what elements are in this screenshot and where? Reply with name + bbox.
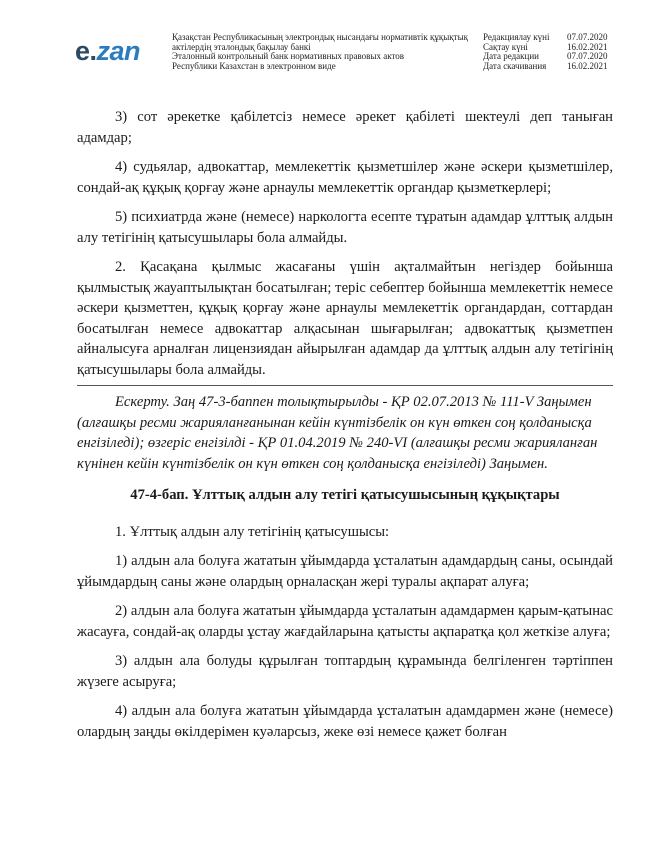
paragraph: 2) алдын ала болуға жататын ұйымдарда ұсталатын адамдармен қарым-қатынас жасауға, сондай-ақ оларды ұстау жағдайларына қатысты ақпаратқа қол жеткізе алуға; [77,603,613,640]
header-title-line: Қазақстан Республикасының электрондық нысандағы нормативтік құқықтық [172,32,468,42]
header-title-line: Эталонный контрольный банк нормативных правовых актов [172,51,405,61]
paragraph: 4) судьялар, адвокаттар, мемлекеттік қызметшілер және әскери қызметшілер, сондай-ақ құқық қорғау және арнаулы мемлекеттік органдар қызметкерлері; [77,159,613,196]
page-header [0,0,657,80]
paragraph: 3) алдын ала болуды құрылған топтардың құрамында белгіленген тәртіппен жүзеге асыруға; [77,653,613,690]
document-body [77,107,613,751]
paragraph: 1) алдын ала болуға жататын ұйымдарда ұсталатын адамдардың саны, осындай ұйымдардың саны және олардың орналасқан жері туралы ақпарат алуға; [77,553,613,590]
meta-value: 16.02.2021 [567,60,608,71]
separator-line [77,385,613,386]
meta-value: 16.02.2021 [567,41,608,52]
meta-label: Редакциялау күні [483,32,550,42]
header-title-line: Республики Казахстан в электронном виде [172,60,336,71]
meta-label: Дата редакции [483,51,539,61]
header-title-line: актілердің эталондық бақылау банкі [172,41,311,52]
meta-value: 07.07.2020 [567,32,608,42]
paragraph: 3) сот әрекетке қабілетсіз немесе әрекет қабілеті шектеулі деп таныған адамдар; [77,109,613,146]
ezan-logo: e.zan [75,36,141,66]
paragraph: 2. Қасақана қылмыс жасағаны үшін ақталмайтын негіздер бойынша қылмыстық жауаптылықтан босатылған; теріс себептер бойынша мемлекеттік немесе әскери қызметтен, құқық қорғау және арнаулы мемлекеттік органдардан, соттардан босатылған немесе адвокаттар алқасынан шығарылған; адвокаттық қызметпен айналысуға арналған лицензиядан айырылған адамдар да ұлттық алдын алу тетігінің қатысушылары бола алмайды. [77,259,613,378]
header-meta [483,33,617,71]
paragraph: 5) психиатрда және (немесе) наркологта есепте тұратын адамдар ұлттық алдын алу тетігінің қатысушылары бола алмайды. [77,209,613,246]
header-title [172,33,472,71]
meta-label: Сақтау күні [483,41,528,52]
paragraph: 1. Ұлттық алдын алу тетігінің қатысушысы: [115,523,390,540]
meta-label: Дата скачивания [483,60,547,71]
paragraph: 4) алдын ала болуға жататын ұйымдарда ұсталатын адамдармен және (немесе) олардың заңды өкілдерімен куәларсыз, жеке өзі немесе қажет болған [77,703,613,740]
article-title: 47-4-бап. Ұлттық алдын алу тетігі қатысушысының құқықтары [130,487,560,503]
meta-value: 07.07.2020 [567,51,608,61]
meta-row [483,62,617,72]
amendment-note: Ескерту. Заң 47-3-баппен толықтырылды - ҚР 02.07.2013 № 111-V Заңымен (алғашқы ресми жарияланғанынан кейін күнтізбелік он күн өткен соң қолданысқа енгізіледі); өзгеріс енгізілді - ҚР 01.04.2019 № 240-VI (алғашқы ресми жарияланған күнінен кейін күнтізбелік он күн өткен соң қолданысқа енгізіледі) Заңымен. [77,394,598,472]
